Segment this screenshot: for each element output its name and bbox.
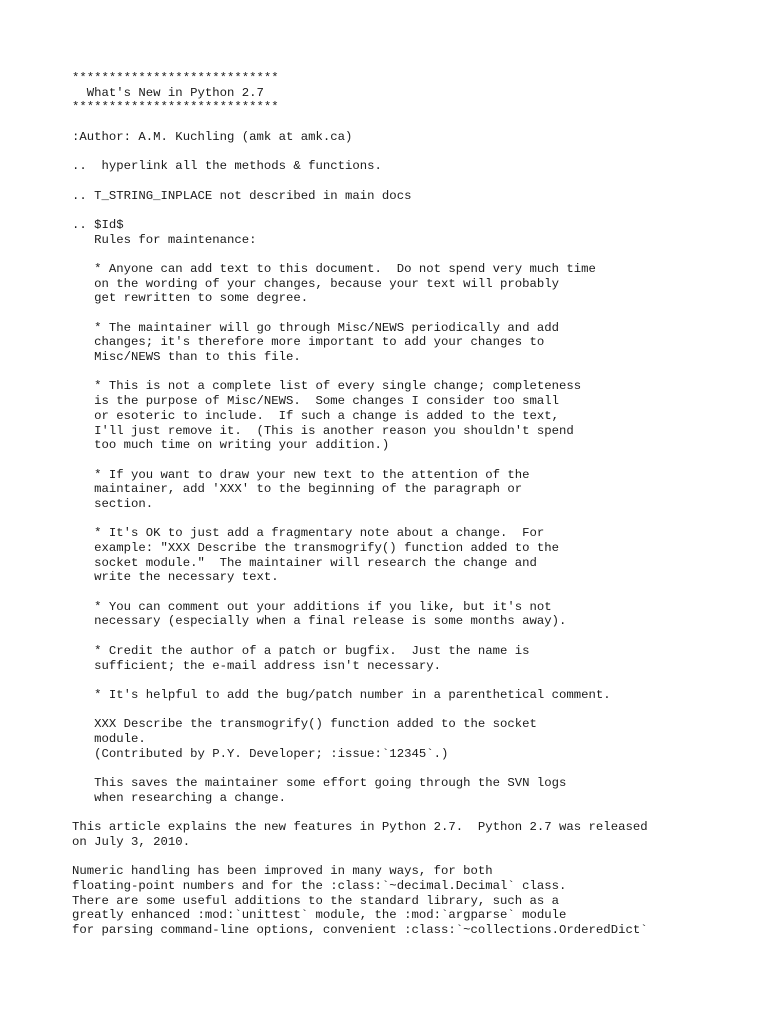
text-line: This saves the maintainer some effort going through the SVN logs bbox=[72, 776, 567, 790]
text-line bbox=[72, 365, 648, 380]
text-line: floating-point numbers and for the :class:`~decimal.Decimal` class. bbox=[72, 878, 567, 893]
text-line: I'll just remove it. (This is another reason you shouldn't spend bbox=[72, 423, 574, 438]
text-line: .. hyperlink all the methods & functions. bbox=[72, 159, 382, 174]
text-line bbox=[72, 512, 648, 527]
text-line bbox=[72, 203, 648, 218]
text-line: or esoteric to include. If such a change is added to the text, bbox=[72, 408, 560, 423]
document-text bbox=[72, 71, 648, 938]
text-line bbox=[72, 673, 648, 688]
text-line: * If you want to draw your new text to the attention of the bbox=[72, 467, 530, 482]
text-line: * This is not a complete list of every single change; completeness bbox=[72, 379, 582, 394]
text-line: socket module." The maintainer will research the change and bbox=[72, 555, 537, 570]
text-line bbox=[72, 306, 648, 321]
text-line bbox=[72, 629, 648, 644]
text-line: maintainer, add 'XXX' to the beginning of the paragraph or bbox=[72, 482, 523, 497]
text-line bbox=[72, 849, 648, 864]
text-line: This article explains the new features in Python 2.7. Python 2.7 was released bbox=[72, 820, 648, 835]
text-line: too much time on writing your addition.) bbox=[72, 438, 390, 453]
text-line: greatly enhanced :mod:`unittest` module, the :mod:`argparse` module bbox=[72, 908, 567, 923]
text-line: .. T_STRING_INPLACE not described in main docs bbox=[72, 188, 412, 203]
text-line: :Author: A.M. Kuchling (amk at amk.ca) bbox=[72, 129, 353, 144]
text-line: write the necessary text. bbox=[72, 570, 279, 585]
text-line bbox=[72, 144, 648, 159]
text-line bbox=[72, 585, 648, 600]
text-line: .. $Id$ bbox=[72, 217, 124, 232]
text-line: **************************** bbox=[72, 71, 279, 85]
text-line: * Anyone can add text to this document. Do not spend very much time bbox=[72, 261, 596, 276]
text-line: get rewritten to some degree. bbox=[72, 291, 309, 306]
text-line: What's New in Python 2.7 bbox=[72, 85, 264, 100]
text-line bbox=[72, 174, 648, 189]
text-line bbox=[72, 453, 648, 468]
text-line: * The maintainer will go through Misc/NEWS periodically and add bbox=[72, 320, 560, 335]
text-line: **************************** bbox=[72, 100, 279, 115]
text-line: Rules for maintenance: bbox=[72, 232, 257, 247]
text-line bbox=[72, 805, 648, 820]
text-line: * It's helpful to add the bug/patch number in a parenthetical comment. bbox=[72, 687, 611, 702]
text-line: section. bbox=[72, 496, 154, 511]
text-line bbox=[72, 761, 648, 776]
text-line: example: "XXX Describe the transmogrify() function added to the bbox=[72, 541, 560, 555]
text-line bbox=[72, 115, 648, 130]
text-line: Misc/NEWS than to this file. bbox=[72, 350, 301, 365]
text-line: * Credit the author of a patch or bugfix. Just the name is bbox=[72, 643, 530, 658]
text-line bbox=[72, 703, 648, 718]
text-line bbox=[72, 247, 648, 262]
text-line: * You can comment out your additions if you like, but it's not bbox=[72, 599, 552, 614]
text-line: Numeric handling has been improved in many ways, for both bbox=[72, 864, 493, 879]
text-line: on July 3, 2010. bbox=[72, 834, 191, 849]
text-line: (Contributed by P.Y. Developer; :issue:`12345`.) bbox=[72, 746, 449, 761]
text-line: sufficient; the e-mail address isn't necessary. bbox=[72, 658, 441, 673]
text-line: necessary (especially when a final release is some months away). bbox=[72, 614, 567, 629]
text-line: changes; it's therefore more important to add your changes to bbox=[72, 335, 545, 350]
text-line: on the wording of your changes, because your text will probably bbox=[72, 276, 560, 291]
text-line: * It's OK to just add a fragmentary note about a change. For bbox=[72, 526, 545, 541]
text-line: module. bbox=[72, 731, 146, 746]
text-line: for parsing command-line options, convenient :class:`~collections.OrderedDict` bbox=[72, 922, 648, 937]
text-line: when researching a change. bbox=[72, 790, 287, 805]
text-line: XXX Describe the transmogrify() function added to the socket bbox=[72, 717, 537, 732]
text-line: is the purpose of Misc/NEWS. Some changes I consider too small bbox=[72, 394, 560, 409]
text-line: There are some useful additions to the standard library, such as a bbox=[72, 893, 560, 908]
